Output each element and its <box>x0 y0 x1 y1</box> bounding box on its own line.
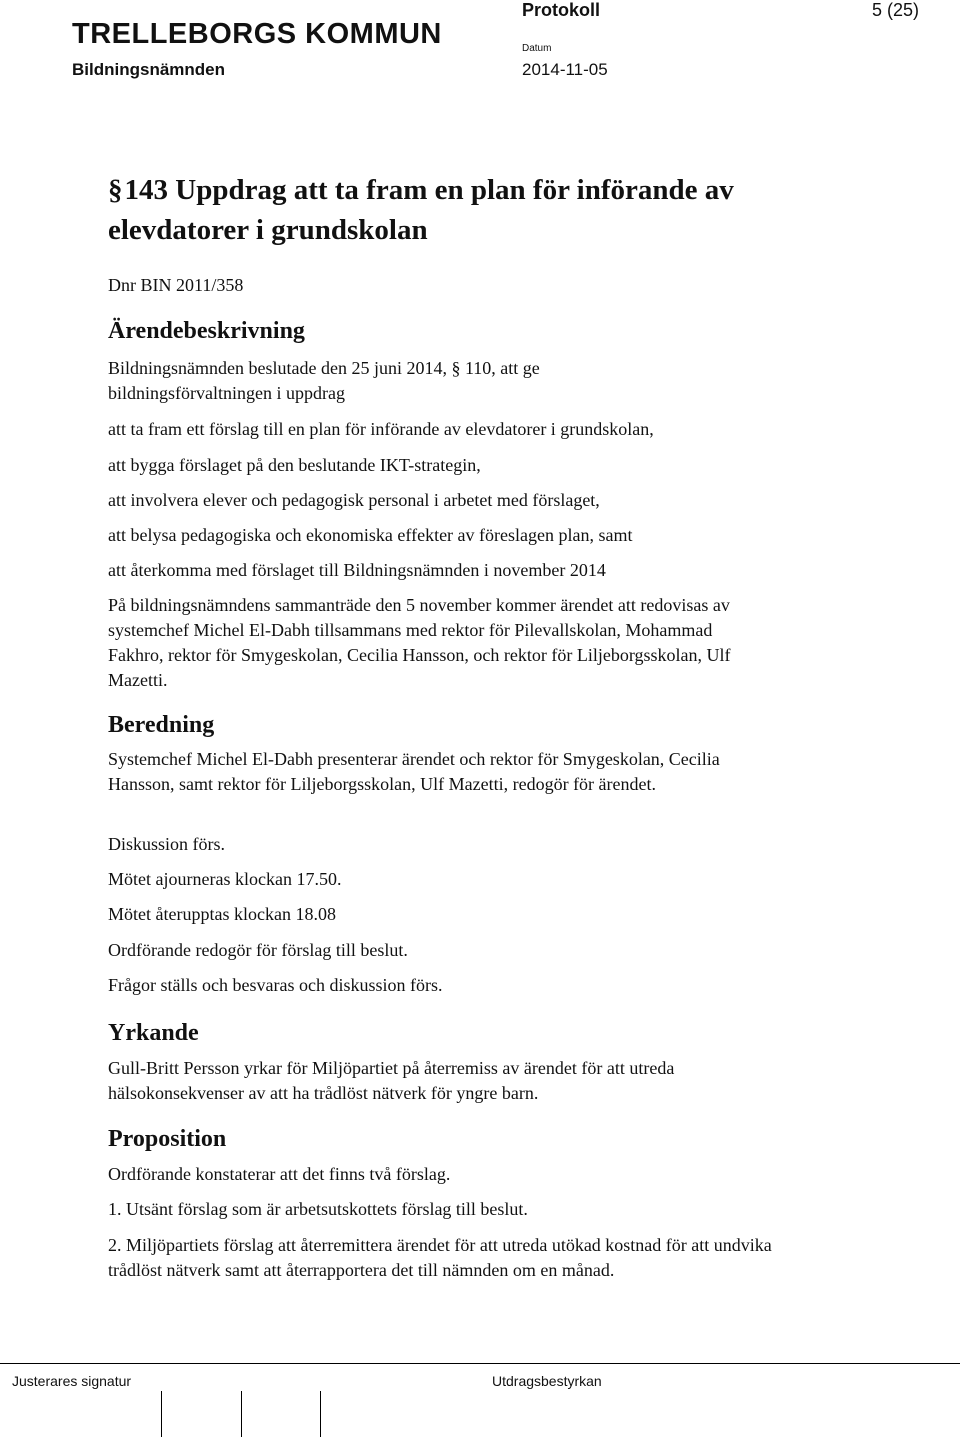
signature-label: Justerares signatur <box>12 1373 132 1389</box>
proposition-option-1: 1. Utsänt förslag som är arbetsutskottets förslag till beslut. <box>108 1199 528 1219</box>
beredning-line: Diskussion förs. <box>108 834 226 854</box>
heading-proposition: Proposition <box>108 1126 227 1152</box>
beredning-line: Frågor ställs och besvaras och diskussion förs. <box>108 975 443 995</box>
proposition-option-2: 2. Miljöpartiets förslag att återremittera ärendet för att utreda utökad kostnad för att undvika trådlöst nätverk samt att återrapportera det till nämnden om en månad. <box>108 1235 772 1280</box>
signature-box-divider <box>320 1391 321 1437</box>
intro-text-part1: Bildningsnämnden beslutade den 25 juni 2014, <box>108 358 447 378</box>
heading-yrkande: Yrkande <box>108 1020 199 1046</box>
meeting-paragraph: På bildningsnämndens sammanträde den 5 november kommer ärendet att redovisas av systemchef Michel El-Dabh tillsammans med rektor för Pilevallskolan, Mohammad Fakhro, rektor för Smygeskolan, Cecilia Hansson, och rektor för Liljeborgsskolan, Ulf Mazetti. <box>108 595 731 690</box>
case-number: Dnr BIN 2011/358 <box>108 275 244 295</box>
document-type: Protokoll <box>522 0 601 20</box>
section-symbol: § <box>108 174 123 206</box>
date-label: Datum <box>522 43 552 54</box>
extract-label: Utdragsbestyrkan <box>492 1373 602 1389</box>
beredning-line: Mötet återupptas klockan 18.08 <box>108 904 336 924</box>
section-title-text: 143 Uppdrag att ta fram en plan för införande av elevdatorer i grundskolan <box>108 174 734 246</box>
organization-name: TRELLEBORGS KOMMUN <box>72 18 442 50</box>
list-item: att belysa pedagogiska och ekonomiska effekter av föreslagen plan, samt <box>108 525 633 545</box>
signature-box-divider <box>161 1391 162 1437</box>
list-item: att ta fram ett förslag till en plan för införande av elevdatorer i grundskolan, <box>108 419 654 439</box>
page-number: 5 (25) <box>872 0 920 20</box>
list-item: att involvera elever och pedagogisk personal i arbetet med förslaget, <box>108 490 600 510</box>
beredning-paragraph: Systemchef Michel El-Dabh presenterar ärendet och rektor för Smygeskolan, Cecilia Hansson, samt rektor för Liljeborgsskolan, Ulf Mazetti, redogör för ärendet. <box>108 749 720 794</box>
section-title <box>108 170 868 250</box>
date-value: 2014-11-05 <box>522 60 608 79</box>
beredning-line: Mötet ajourneras klockan 17.50. <box>108 869 342 889</box>
list-item: att bygga förslaget på den beslutande IKT-strategin, <box>108 455 481 475</box>
board-name: Bildningsnämnden <box>72 60 225 79</box>
proposition-intro: Ordförande konstaterar att det finns två förslag. <box>108 1164 451 1184</box>
intro-section-symbol: § <box>451 358 461 378</box>
heading-arendebeskrivning: Ärendebeskrivning <box>108 318 305 344</box>
signature-box-divider <box>241 1391 242 1437</box>
heading-beredning: Beredning <box>108 712 215 738</box>
intro-text-part2: 110, att ge bildningsförvaltningen i uppdrag <box>108 358 540 403</box>
intro-paragraph <box>108 356 668 406</box>
yrkande-paragraph: Gull-Britt Persson yrkar för Miljöpartiet på återremiss av ärendet för att utreda hälsokonsekvenser av att ha trådlöst nätverk för yngre barn. <box>108 1058 675 1103</box>
beredning-line: Ordförande redogör för förslag till beslut. <box>108 940 408 960</box>
list-item: att återkomma med förslaget till Bildningsnämnden i november 2014 <box>108 560 606 580</box>
footer-rule <box>0 1363 960 1364</box>
